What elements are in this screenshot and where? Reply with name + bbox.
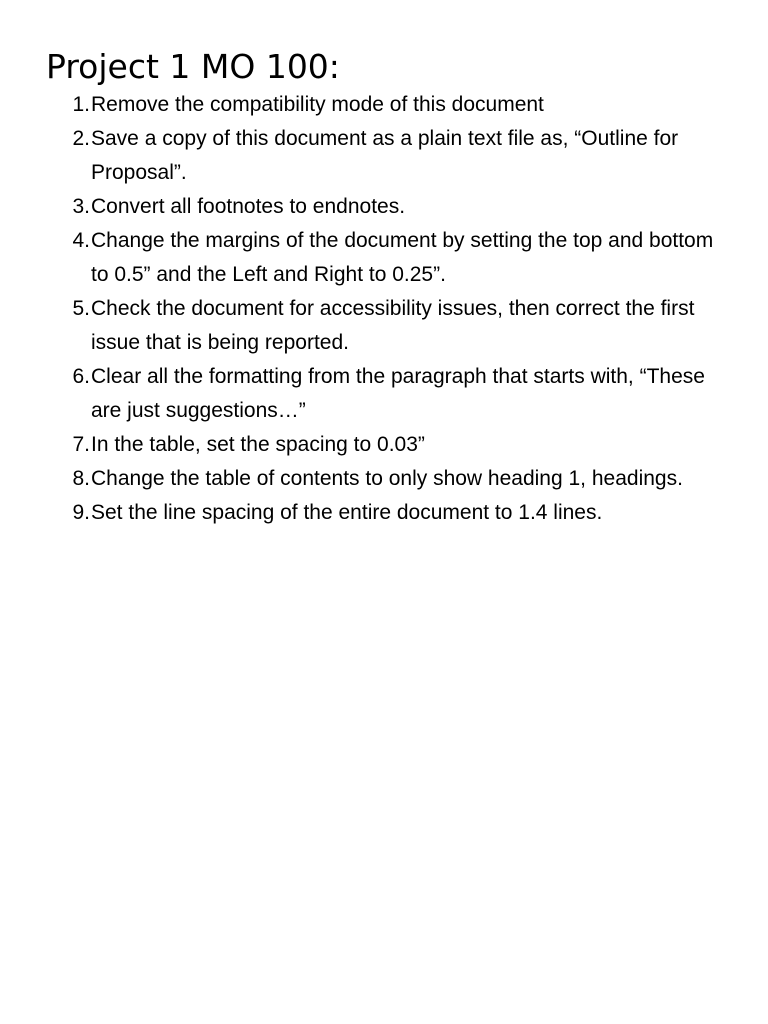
list-item-number: 5. (72, 297, 90, 320)
list-item-text: Check the document for accessibility issues, then correct the first issue that is being reported. (91, 297, 695, 354)
list-item (60, 292, 720, 360)
list-item-text: Remove the compatibility mode of this document (91, 93, 544, 116)
list-item (60, 428, 720, 462)
task-list (60, 88, 720, 530)
list-item-text: Set the line spacing of the entire document to 1.4 lines. (91, 501, 603, 524)
list-item-text: Save a copy of this document as a plain text file as, “Outline for Proposal”. (91, 127, 679, 184)
list-item-number: 8. (72, 467, 90, 490)
list-item (60, 224, 720, 292)
list-item-number: 4. (72, 229, 90, 252)
list-item (60, 462, 720, 496)
list-item (60, 122, 720, 190)
page-title: Project 1 MO 100: (46, 47, 340, 86)
list-item-number: 2. (72, 127, 90, 150)
list-item-text: Change the margins of the document by setting the top and bottom to 0.5” and the Left and Right to 0.25”. (91, 229, 714, 286)
list-item-number: 6. (72, 365, 90, 388)
list-item-number: 3. (72, 195, 90, 218)
list-item-text: Convert all footnotes to endnotes. (91, 195, 406, 218)
list-item (60, 190, 720, 224)
list-item-number: 9. (72, 501, 90, 524)
list-item (60, 360, 720, 428)
list-item-number: 1. (72, 93, 90, 116)
list-item-text: Change the table of contents to only show heading 1, headings. (91, 467, 683, 490)
list-item-text: Clear all the formatting from the paragraph that starts with, “These are just suggestions…” (91, 365, 705, 422)
list-item (60, 88, 720, 122)
list-item-text: In the table, set the spacing to 0.03” (91, 433, 425, 456)
list-item (60, 496, 720, 530)
list-item-number: 7. (72, 433, 90, 456)
